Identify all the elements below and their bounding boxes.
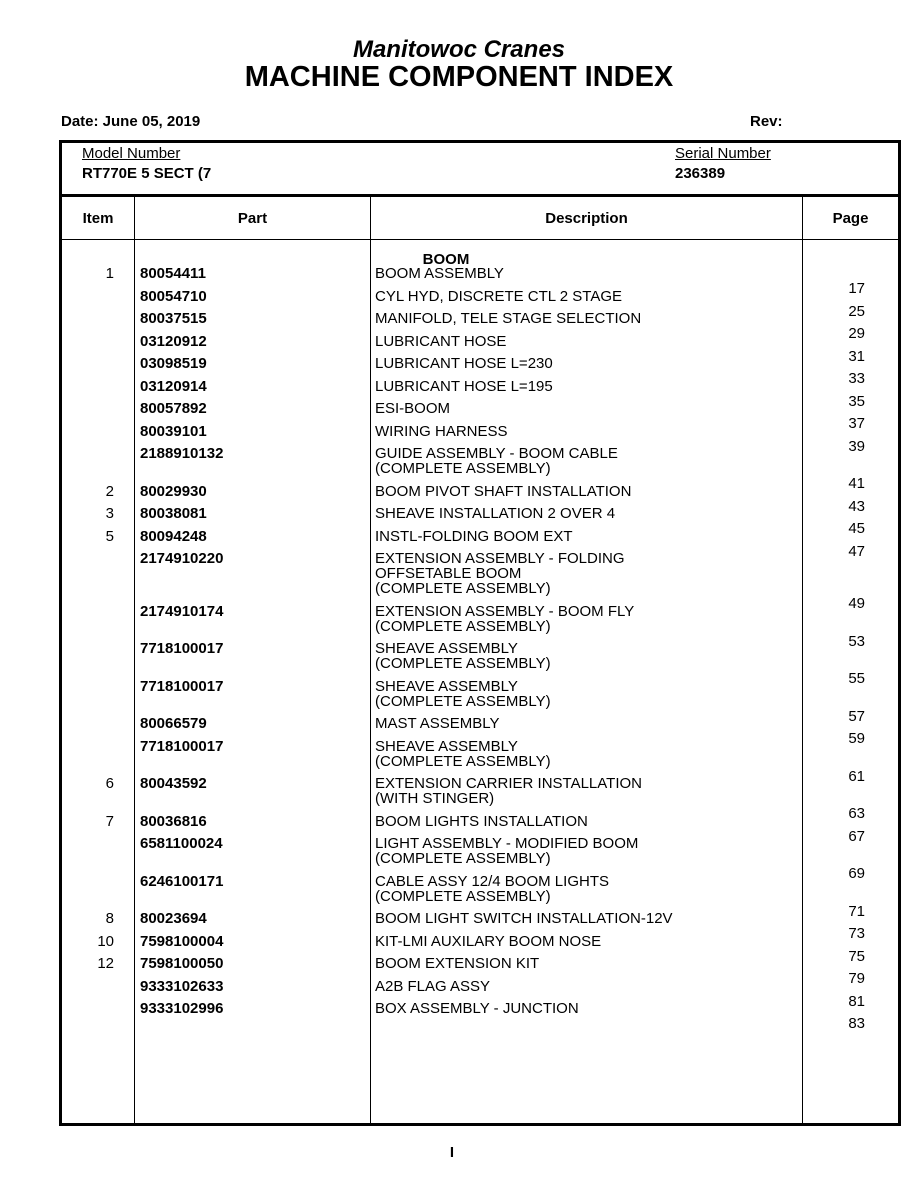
description-line: GUIDE ASSEMBLY - BOOM CABLE bbox=[375, 445, 618, 462]
part-number: 7718100017 bbox=[140, 640, 224, 657]
page-reference: 39 bbox=[848, 437, 865, 455]
page-reference: 61 bbox=[848, 767, 865, 785]
part-number: 9333102996 bbox=[140, 1000, 224, 1017]
document-title: MACHINE COMPONENT INDEX bbox=[244, 61, 674, 93]
description-line: (WITH STINGER) bbox=[375, 790, 495, 807]
page-number: I bbox=[449, 1144, 455, 1161]
part-description bbox=[375, 604, 795, 634]
description-line: (COMPLETE ASSEMBLY) bbox=[375, 580, 551, 597]
description-line: LUBRICANT HOSE bbox=[375, 332, 507, 350]
part-number: 80054411 bbox=[140, 265, 206, 282]
description-line: CYL HYD, DISCRETE CTL 2 STAGE bbox=[375, 287, 622, 305]
description-line: A2B FLAG ASSY bbox=[375, 977, 491, 995]
part-description bbox=[375, 776, 795, 806]
item-number: 2 bbox=[105, 482, 114, 500]
description-line: CABLE ASSY 12/4 BOOM LIGHTS bbox=[375, 872, 609, 890]
part-number: 7718100017 bbox=[140, 677, 224, 695]
part-number: 80066579 bbox=[140, 715, 207, 732]
description-line: (COMPLETE ASSEMBLY) bbox=[375, 655, 551, 672]
description-line: SHEAVE ASSEMBLY bbox=[375, 640, 518, 657]
part-description bbox=[375, 1001, 795, 1016]
item-number: 10 bbox=[97, 932, 114, 950]
part-number: 7598100004 bbox=[140, 932, 224, 950]
description-line: BOOM EXTENSION KIT bbox=[375, 955, 540, 972]
page-reference: 41 bbox=[848, 475, 865, 492]
description-line: SHEAVE ASSEMBLY bbox=[375, 737, 518, 755]
item-number: 12 bbox=[97, 955, 114, 972]
part-number: 03120914 bbox=[140, 377, 207, 395]
description-line: (COMPLETE ASSEMBLY) bbox=[375, 460, 551, 477]
page-reference: 45 bbox=[848, 520, 865, 537]
part-number: 6246100171 bbox=[140, 872, 224, 890]
company-name: Manitowoc Cranes bbox=[352, 36, 566, 63]
column-header-part: Part bbox=[237, 210, 268, 227]
page-reference: 49 bbox=[848, 595, 865, 612]
part-description bbox=[375, 334, 795, 349]
part-description bbox=[375, 874, 795, 904]
table-row bbox=[62, 640, 898, 687]
page-reference: 81 bbox=[848, 992, 865, 1010]
page-reference: 79 bbox=[848, 970, 865, 987]
part-description bbox=[375, 934, 795, 949]
part-number: 6581100024 bbox=[140, 835, 223, 852]
serial-number-block bbox=[675, 144, 771, 185]
description-line: (COMPLETE ASSEMBLY) bbox=[375, 692, 551, 710]
description-line: WIRING HARNESS bbox=[375, 422, 508, 440]
description-line: BOX ASSEMBLY - JUNCTION bbox=[375, 1000, 579, 1017]
page-reference: 37 bbox=[848, 415, 865, 432]
description-line: EXTENSION ASSEMBLY - FOLDING bbox=[375, 550, 625, 567]
part-description bbox=[375, 716, 795, 731]
part-number: 2174910174 bbox=[140, 602, 224, 620]
description-line: SHEAVE INSTALLATION 2 OVER 4 bbox=[375, 505, 616, 522]
part-description bbox=[375, 401, 795, 416]
column-header-item: Item bbox=[82, 210, 114, 227]
description-line: LUBRICANT HOSE L=230 bbox=[375, 355, 553, 372]
part-number: 7598100050 bbox=[140, 955, 224, 972]
description-line: (COMPLETE ASSEMBLY) bbox=[375, 617, 551, 635]
page-reference: 47 bbox=[848, 542, 865, 560]
page-reference: 83 bbox=[848, 1015, 865, 1032]
component-rows bbox=[62, 265, 898, 1032]
part-number: 80057892 bbox=[140, 400, 207, 417]
description-line: INSTL-FOLDING BOOM EXT bbox=[375, 527, 573, 545]
page-reference: 25 bbox=[848, 302, 865, 320]
page-reference: 35 bbox=[848, 392, 865, 410]
page-reference: 69 bbox=[848, 865, 865, 882]
model-number-value: RT770E 5 SECT (7 bbox=[82, 165, 212, 182]
serial-number-value: 236389 bbox=[675, 165, 726, 182]
model-number-block bbox=[82, 144, 211, 185]
section-title: BOOM bbox=[422, 251, 470, 268]
description-line: ESI-BOOM bbox=[375, 400, 451, 417]
description-line: (COMPLETE ASSEMBLY) bbox=[375, 850, 551, 867]
page-reference: 71 bbox=[848, 902, 865, 920]
page-reference: 31 bbox=[848, 347, 865, 365]
description-line: BOOM ASSEMBLY bbox=[375, 265, 504, 282]
table-row bbox=[62, 1000, 898, 1032]
description-line: BOOM LIGHTS INSTALLATION bbox=[375, 812, 588, 830]
model-number-label: Model Number bbox=[82, 145, 181, 162]
part-number: 9333102633 bbox=[140, 977, 224, 995]
page-reference: 57 bbox=[848, 707, 865, 725]
page-reference: 63 bbox=[848, 805, 865, 822]
part-description bbox=[375, 289, 795, 304]
item-number: 6 bbox=[105, 775, 114, 792]
part-number: 80043592 bbox=[140, 775, 207, 792]
column-header-description: Description bbox=[545, 210, 628, 227]
part-description bbox=[375, 641, 795, 671]
part-description bbox=[375, 446, 795, 476]
item-number: 7 bbox=[105, 812, 114, 830]
page-reference: 53 bbox=[848, 632, 865, 650]
header-divider bbox=[62, 194, 898, 197]
item-number: 8 bbox=[105, 910, 114, 927]
description-line: (COMPLETE ASSEMBLY) bbox=[375, 752, 551, 770]
description-line: LUBRICANT HOSE L=195 bbox=[375, 377, 553, 395]
part-description bbox=[375, 911, 795, 926]
page-reference: 55 bbox=[848, 670, 865, 687]
serial-number-label: Serial Number bbox=[675, 145, 771, 162]
description-line: (COMPLETE ASSEMBLY) bbox=[375, 887, 551, 905]
description-line: BOOM LIGHT SWITCH INSTALLATION-12V bbox=[375, 910, 673, 927]
part-description bbox=[375, 506, 795, 521]
part-description bbox=[375, 379, 795, 394]
description-line: BOOM PIVOT SHAFT INSTALLATION bbox=[375, 482, 632, 500]
page-reference: 43 bbox=[848, 497, 865, 515]
part-description bbox=[375, 956, 795, 971]
part-number: 80038081 bbox=[140, 505, 207, 522]
part-number: 80036816 bbox=[140, 812, 207, 830]
part-description bbox=[375, 266, 795, 281]
part-description bbox=[375, 484, 795, 499]
part-number: 80039101 bbox=[140, 422, 207, 440]
part-number: 80029930 bbox=[140, 482, 207, 500]
description-line: MANIFOLD, TELE STAGE SELECTION bbox=[375, 310, 642, 327]
part-description bbox=[375, 356, 795, 371]
description-line: LIGHT ASSEMBLY - MODIFIED BOOM bbox=[375, 835, 639, 852]
column-header-page: Page bbox=[832, 210, 869, 227]
column-header-divider bbox=[62, 239, 898, 240]
part-number: 2188910132 bbox=[140, 445, 224, 462]
page-reference: 67 bbox=[848, 827, 865, 845]
page-reference: 33 bbox=[848, 370, 865, 387]
description-line: SHEAVE ASSEMBLY bbox=[375, 677, 518, 695]
part-number: 2174910220 bbox=[140, 550, 224, 567]
part-number: 80054710 bbox=[140, 287, 207, 305]
part-number: 03120912 bbox=[140, 332, 207, 350]
part-description bbox=[375, 814, 795, 829]
part-description bbox=[375, 424, 795, 439]
part-number: 7718100017 bbox=[140, 737, 224, 755]
part-description bbox=[375, 739, 795, 769]
item-number: 3 bbox=[105, 505, 114, 522]
page-reference: 29 bbox=[848, 325, 865, 342]
part-number: 80037515 bbox=[140, 310, 207, 327]
description-line: OFFSETABLE BOOM bbox=[375, 565, 522, 582]
part-number: 80094248 bbox=[140, 527, 207, 545]
page-reference: 17 bbox=[848, 280, 865, 297]
part-description bbox=[375, 551, 795, 596]
description-line: EXTENSION ASSEMBLY - BOOM FLY bbox=[375, 602, 635, 620]
part-description bbox=[375, 311, 795, 326]
part-description bbox=[375, 529, 795, 544]
description-line: EXTENSION CARRIER INSTALLATION bbox=[375, 775, 642, 792]
part-number: 80023694 bbox=[140, 910, 207, 927]
part-description bbox=[375, 836, 795, 866]
page-reference: 59 bbox=[848, 730, 865, 747]
item-number: 1 bbox=[105, 265, 114, 282]
page-reference: 75 bbox=[848, 947, 865, 965]
part-number: 03098519 bbox=[140, 355, 207, 372]
description-line: KIT-LMI AUXILARY BOOM NOSE bbox=[375, 932, 602, 950]
revision-label: Rev: bbox=[750, 113, 783, 130]
date-label: Date: June 05, 2019 bbox=[61, 113, 201, 130]
part-description bbox=[375, 979, 795, 994]
page-reference: 73 bbox=[848, 925, 865, 942]
part-description bbox=[375, 679, 795, 709]
item-number: 5 bbox=[105, 527, 114, 545]
description-line: MAST ASSEMBLY bbox=[375, 715, 500, 732]
